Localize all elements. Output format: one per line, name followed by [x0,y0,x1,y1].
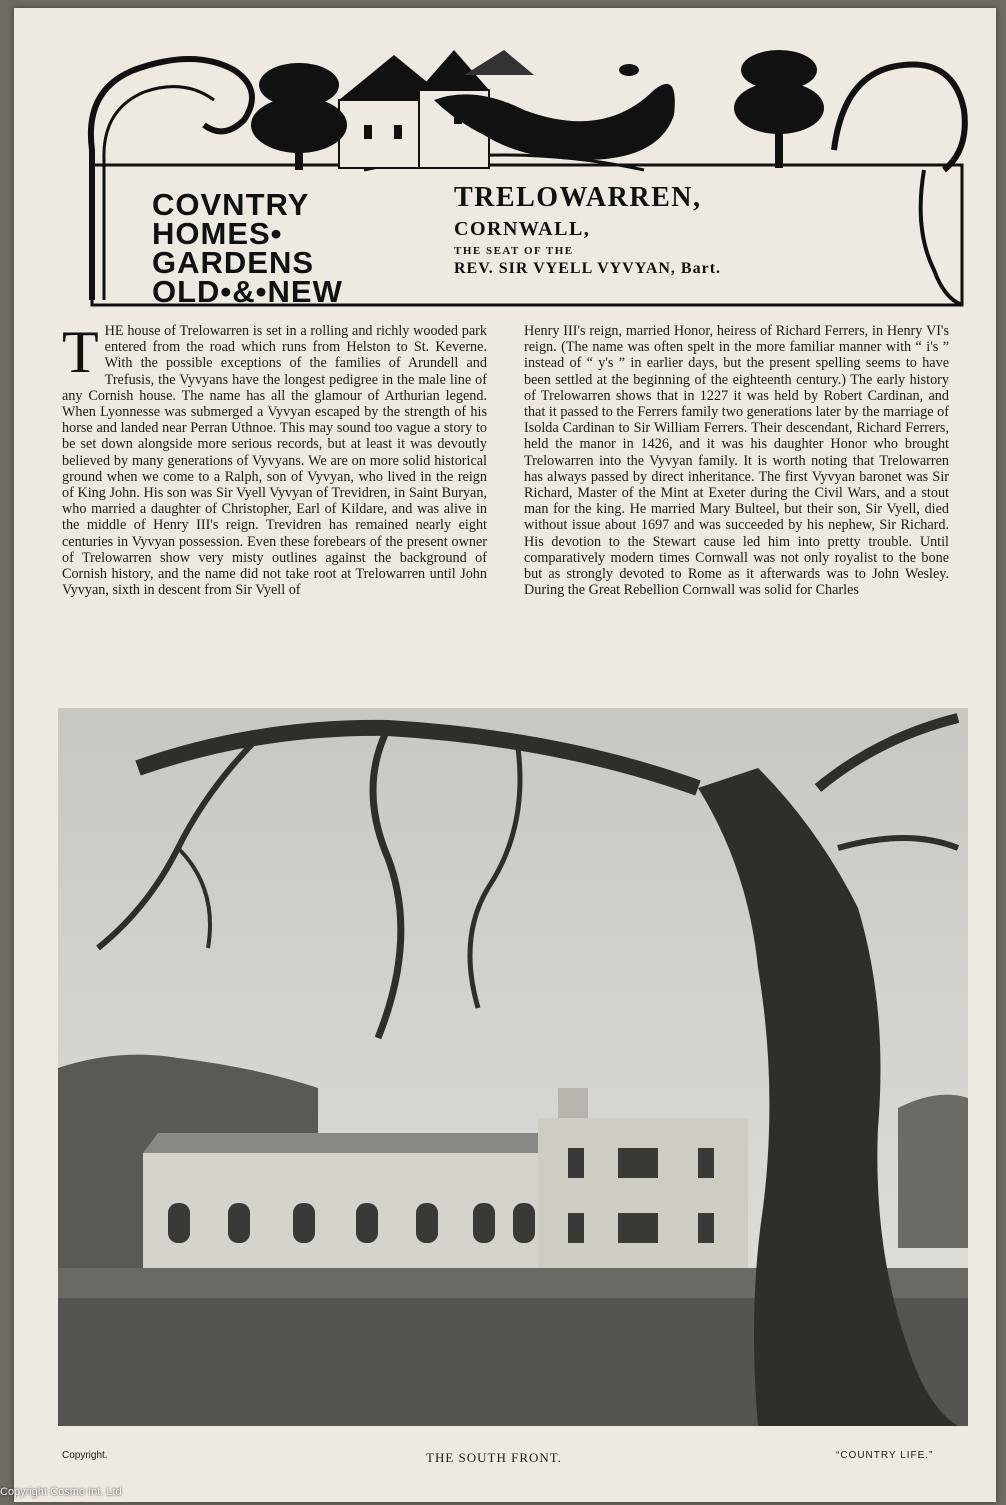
series-line-4: OLD•&•NEW [152,274,343,309]
series-line-1: COVNTRY [152,187,310,222]
series-title [152,187,402,309]
photo-credit: “COUNTRY LIFE.” [836,1450,934,1461]
left-column-text: HE house of Trelowarren is set in a rolling and richly wooded park entered from the road which runs from Helston to St. Keverne. With the possible exceptions of the families of Arundell and Trefusis, the Vyvyans have the longest pedigree in the male line of any Cornish house. The name has all the glamour of Arthurian legend. When Lyonnesse was submerged a Vyvyan escaped by the strength of his horse and landed near Perran Uthnoe. This may sound too vague a story to be set down alongside more serious records, but at least it was devoutly believed by many generations of Vyvyans. We are on more solid historical ground when we come to a Ralph, son of Vyvyan, who lived in the reign of King John. His son was Sir Vyell Vyvyan of Trevidren, in Saint Buryan, who married a daughter of Christopher, Earl of Kildare, and was alive in the middle of Henry III's reign. Trevidren has remained nearly eight centuries in Vyvyan possession. Even these forebears of the present owner of Trelowarren show very misty outlines against the background of Cornish history, and the name did not take root at Trelowarren until John Vyvyan, sixth in descent from Sir Vyell of [62,323,487,599]
article-seat-of: THE SEAT OF THE [454,245,574,257]
copyright-watermark: Copyright Cosmo Int. Ltd [0,1486,122,1498]
photo-illustration [58,708,968,1426]
article-column-left [62,319,487,599]
magazine-page [14,8,996,1502]
tree-right [734,50,824,168]
photo-caption: THE SOUTH FRONT. [426,1450,563,1465]
article-column-right [524,323,949,598]
tree-left [251,63,347,170]
drop-cap: T [62,319,99,385]
photo-copyright: Copyright. [62,1450,108,1461]
series-line-3: GARDENS [152,245,315,280]
right-column-text: Henry III's reign, married Honor, heiress of Richard Ferrers, in Henry VI's reign. (The name was often spelt in the more familiar manner with “ i's ” instead of “ y's ” in earlier days, but the present spelling seems to have been settled at the beginning of the eighteenth century.) The early history of Trelowarren shows that in 1227 it was held by Robert Cardinan, and that it passed to the Ferrers family two generations later by the marriage of Isolda Cardinan to Sir William Ferrers. Their descendant, Richard Ferrers, held the manor in 1426, and it was his daughter Honor who brought Trelowarren into the Vyvyan family. It is worth noting that Trelowarren has always passed by direct inheritance. The first Vyvyan baronet was Sir Richard, Master of the Mint at Exeter during the Civil Wars, and a stout man for the king. He married Mary Bulteel, but their son, Sir Vyell, died without issue about 1697 and was succeeded by his nephew, Sir Richard. His devotion to the Stewart cause led him into pretty trouble. Until comparatively modern times Cornwall was not only royalist to the bone but as strongly devoted to Rome as it afterwards was to John Wesley. During the Great Rebellion Cornwall was solid for Charles [524,323,949,599]
article-heading [454,182,884,278]
article-county: CORNWALL, [454,218,591,240]
header-banner [64,30,994,320]
article-owner: REV. SIR VYELL VYVYAN, Bart. [454,260,722,277]
south-front-photograph [58,708,968,1426]
series-line-2: HOMES• [152,216,283,251]
article-title: TRELOWARREN, [454,182,702,213]
